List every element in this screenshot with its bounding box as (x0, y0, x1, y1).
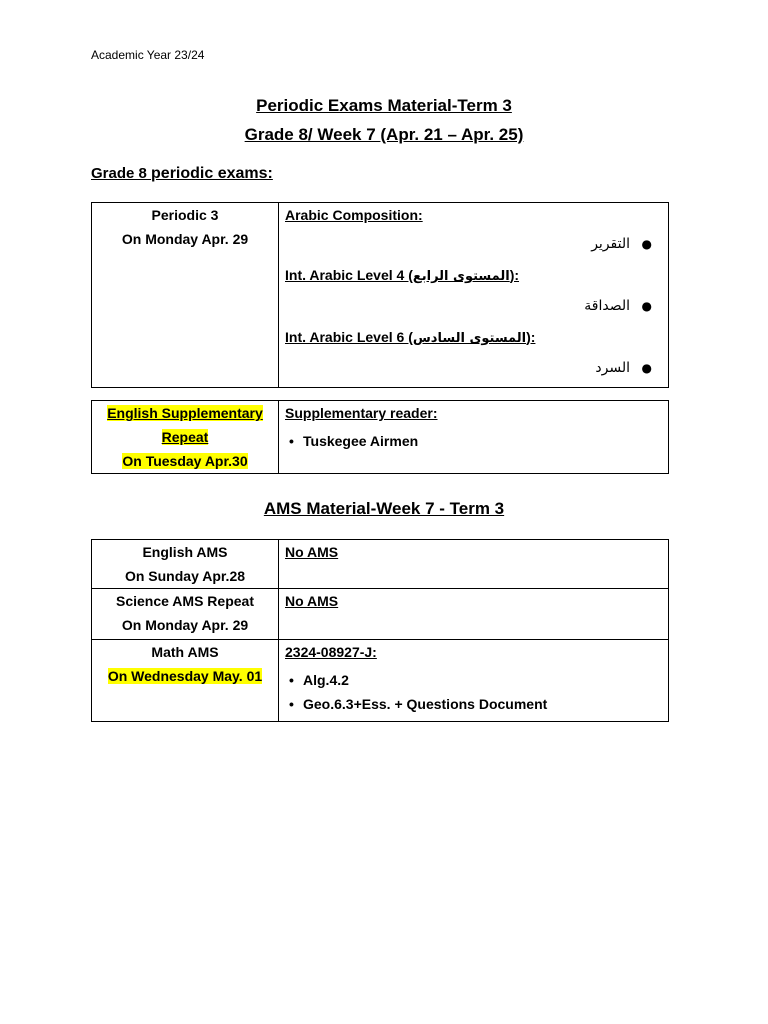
supplementary-material-cell (279, 401, 669, 474)
academic-year: Academic Year 23/24 (91, 48, 205, 62)
table-row (92, 589, 669, 640)
periodic-name: Periodic 3 (151, 207, 219, 223)
ams-date: On Sunday Apr.28 (124, 568, 246, 584)
ams-subject: Math AMS (151, 644, 219, 660)
int-level6-label: Int. Arabic Level 6 (المستوى السادس): (285, 329, 536, 346)
supplementary-date-cell (92, 401, 279, 474)
ams-math-material (279, 640, 669, 722)
periodic-section-heading (91, 165, 273, 183)
list-item-text: السرد (595, 360, 630, 376)
bullet-icon: ● (641, 237, 652, 251)
list-item (285, 295, 652, 317)
ams-english-material (279, 540, 669, 589)
supplementary-table (91, 400, 669, 474)
list-item-text: التقرير (591, 236, 630, 252)
ams-subject: English AMS (142, 544, 228, 560)
periodic-material-cell (279, 203, 669, 388)
table-row (92, 540, 669, 589)
bullet-icon: • (289, 672, 294, 688)
bullet-icon: ● (641, 299, 652, 313)
list-item-text: الصداقة (584, 298, 630, 314)
bullet-icon: • (289, 696, 294, 712)
page-subtitle: Grade 8/ Week 7 (Apr. 21 – Apr. 25) (244, 125, 524, 144)
supplementary-repeat: Repeat (161, 429, 209, 445)
ams-math-cell (92, 640, 279, 722)
ams-date: On Monday Apr. 29 (121, 617, 249, 633)
ams-date: On Wednesday May. 01 (107, 668, 263, 684)
list-item: • Alg.4.2 (285, 668, 652, 692)
ams-material-label: No AMS (285, 593, 339, 609)
ams-math-list (285, 668, 652, 716)
table-row (92, 640, 669, 722)
int-level4-label: Int. Arabic Level 4 (المستوى الرابع): (285, 267, 520, 284)
page-title: Periodic Exams Material-Term 3 (256, 96, 512, 115)
ams-table (91, 539, 669, 722)
ams-subject: Science AMS Repeat (116, 593, 254, 609)
list-item: • Tuskegee Airmen (285, 429, 652, 453)
ams-material-label: 2324-08927-J: (285, 644, 377, 660)
periodic-date-cell (92, 203, 279, 388)
heading-part2: periodic exams: (151, 165, 273, 182)
periodic-exam-table (91, 202, 669, 388)
supplementary-title: English Supplementary (107, 405, 263, 421)
ams-english-cell (92, 540, 279, 589)
bullet-icon: ● (641, 361, 652, 375)
ams-section-title: AMS Material-Week 7 - Term 3 (263, 499, 505, 518)
ams-material-label: No AMS (285, 544, 339, 560)
table-row (92, 401, 669, 474)
arabic-composition-label: Arabic Composition: (285, 207, 423, 223)
supplementary-list (285, 429, 652, 453)
list-item (285, 233, 652, 255)
bullet-icon: • (289, 433, 294, 449)
heading-part1: Grade 8 (91, 165, 152, 182)
supplementary-reader-label: Supplementary reader: (285, 405, 438, 421)
table-row (92, 203, 669, 388)
periodic-date: On Monday Apr. 29 (121, 231, 249, 247)
list-item (285, 357, 652, 379)
ams-science-material (279, 589, 669, 640)
list-item: • Geo.6.3+Ess. + Questions Document (285, 692, 652, 716)
ams-science-cell (92, 589, 279, 640)
supplementary-date: On Tuesday Apr.30 (122, 453, 248, 469)
